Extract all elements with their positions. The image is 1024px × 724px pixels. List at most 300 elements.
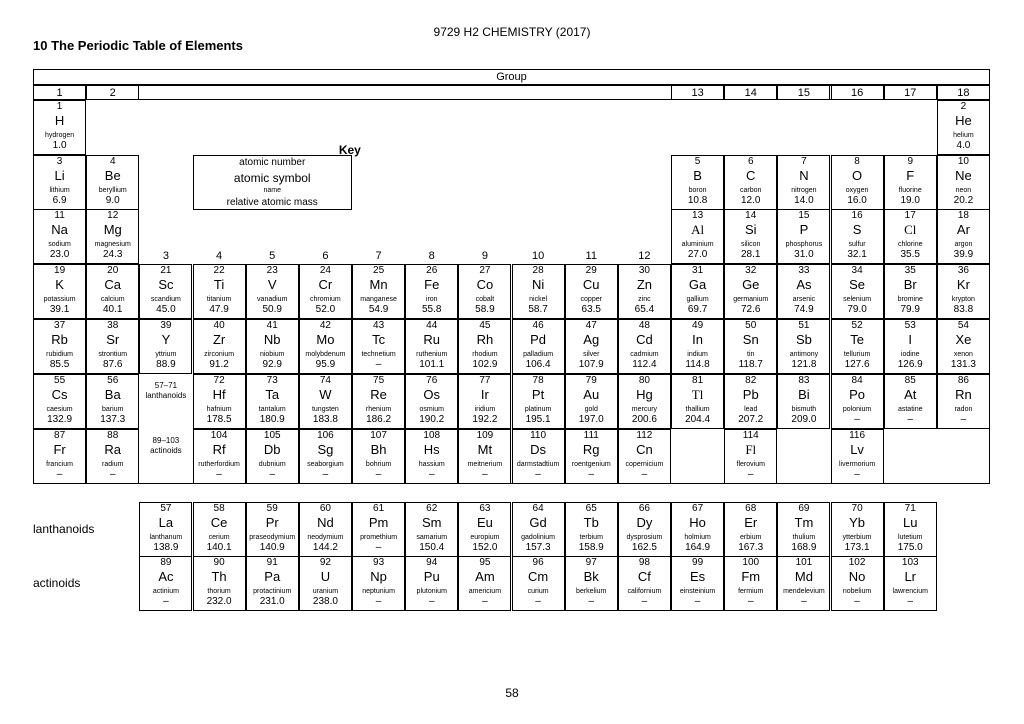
atomic-symbol: Yb bbox=[849, 515, 866, 530]
element-cell-o[interactable] bbox=[831, 155, 884, 210]
atomic-mass: – bbox=[588, 596, 595, 607]
element-cell-mg[interactable] bbox=[86, 209, 139, 264]
atomic-symbol: Te bbox=[850, 332, 864, 347]
atomic-number: 31 bbox=[692, 265, 704, 276]
element-cell-fm[interactable] bbox=[724, 556, 777, 611]
element-name: neon bbox=[955, 187, 972, 194]
atomic-symbol: Xe bbox=[955, 332, 972, 347]
atomic-number: 105 bbox=[263, 430, 281, 441]
atomic-symbol: Na bbox=[51, 222, 68, 237]
atomic-number: 73 bbox=[266, 375, 278, 386]
atomic-symbol: Cu bbox=[582, 277, 600, 292]
element-cell-pu[interactable] bbox=[405, 556, 458, 611]
element-name: darmstadtium bbox=[516, 461, 560, 468]
atomic-mass: 175.0 bbox=[897, 542, 923, 553]
atomic-number: 103 bbox=[901, 557, 919, 568]
element-cell-he[interactable] bbox=[937, 100, 990, 155]
element-name: mendelevium bbox=[783, 588, 825, 595]
atomic-mass: 107.9 bbox=[578, 359, 604, 370]
atomic-mass: 140.9 bbox=[259, 542, 285, 553]
atomic-number: 94 bbox=[426, 557, 438, 568]
atomic-number: 22 bbox=[213, 265, 225, 276]
atomic-symbol: Sb bbox=[795, 332, 812, 347]
atomic-symbol: Pb bbox=[742, 387, 759, 402]
element-cell-tl[interactable] bbox=[671, 374, 724, 429]
atomic-symbol: Es bbox=[689, 569, 706, 584]
element-cell-np[interactable] bbox=[352, 556, 405, 611]
element-cell-ar[interactable] bbox=[937, 209, 990, 264]
group-number: 3 bbox=[162, 250, 169, 262]
element-cell-pm[interactable] bbox=[352, 502, 405, 557]
element-cell-sb[interactable] bbox=[777, 319, 830, 374]
element-cell-lr[interactable] bbox=[884, 556, 937, 611]
atomic-number: 87 bbox=[54, 430, 66, 441]
element-cell-cs[interactable] bbox=[33, 374, 86, 429]
element-cell-hs[interactable] bbox=[405, 429, 458, 484]
element-cell-ru[interactable] bbox=[405, 319, 458, 374]
atomic-number: 27 bbox=[479, 265, 491, 276]
element-cell-te[interactable] bbox=[831, 319, 884, 374]
element-cell-as[interactable] bbox=[777, 264, 830, 319]
element-cell-fe[interactable] bbox=[405, 264, 458, 319]
group-number: 11 bbox=[585, 250, 597, 262]
atomic-symbol: B bbox=[693, 168, 702, 183]
element-cell-pt[interactable] bbox=[512, 374, 565, 429]
atomic-number: 1 bbox=[56, 101, 63, 112]
element-name: livermorium bbox=[838, 461, 876, 468]
atomic-mass: – bbox=[907, 596, 914, 607]
element-cell-cl[interactable] bbox=[884, 209, 937, 264]
atomic-symbol: Np bbox=[370, 569, 387, 584]
atomic-number: 99 bbox=[692, 557, 704, 568]
atomic-symbol: Tm bbox=[794, 515, 814, 530]
atomic-number: 67 bbox=[692, 503, 704, 514]
element-name: technetium bbox=[361, 351, 396, 358]
element-cell-hg[interactable] bbox=[618, 374, 671, 429]
element-cell-li[interactable] bbox=[33, 155, 86, 210]
element-cell-yb[interactable] bbox=[831, 502, 884, 557]
element-cell-nd[interactable] bbox=[299, 502, 352, 557]
element-cell-pb[interactable] bbox=[724, 374, 777, 429]
element-cell-k[interactable] bbox=[33, 264, 86, 319]
atomic-mass: 35.5 bbox=[900, 249, 920, 260]
atomic-mass: – bbox=[747, 469, 754, 480]
atomic-number: 24 bbox=[319, 265, 331, 276]
atomic-symbol: W bbox=[319, 387, 332, 402]
atomic-number: 110 bbox=[530, 430, 547, 441]
element-cell-ag[interactable] bbox=[565, 319, 618, 374]
atomic-number: 11 bbox=[54, 210, 65, 221]
atomic-symbol: Lv bbox=[850, 442, 864, 457]
element-cell-cm[interactable] bbox=[512, 556, 565, 611]
element-cell-ga[interactable] bbox=[671, 264, 724, 319]
element-cell-ds[interactable] bbox=[512, 429, 565, 484]
element-cell-re[interactable] bbox=[352, 374, 405, 429]
atomic-symbol: Ti bbox=[213, 277, 225, 292]
atomic-symbol: Pt bbox=[531, 387, 545, 402]
atomic-mass: 14.0 bbox=[794, 195, 814, 206]
atomic-mass: 65.4 bbox=[634, 304, 655, 315]
element-cell-ge[interactable] bbox=[724, 264, 777, 319]
element-cell-am[interactable] bbox=[458, 556, 511, 611]
group-number: 13 bbox=[691, 87, 704, 99]
atomic-number: 4 bbox=[109, 156, 116, 167]
atomic-mass: 74.9 bbox=[794, 304, 814, 315]
atomic-symbol: Fe bbox=[424, 277, 440, 292]
element-cell-ca[interactable] bbox=[86, 264, 139, 319]
page-number: 58 bbox=[505, 686, 519, 700]
atomic-number: 116 bbox=[849, 430, 866, 441]
element-cell-lv[interactable] bbox=[831, 429, 884, 484]
element-name: phosphorus bbox=[785, 241, 823, 248]
atomic-mass: – bbox=[482, 596, 488, 607]
atomic-mass: 197.0 bbox=[578, 414, 604, 425]
element-cell-se[interactable] bbox=[831, 264, 884, 319]
atomic-symbol: Ac bbox=[158, 569, 174, 584]
element-cell-sr[interactable] bbox=[86, 319, 139, 374]
atomic-mass: 85.5 bbox=[49, 359, 70, 370]
element-cell-la[interactable] bbox=[139, 502, 192, 557]
atomic-number: 95 bbox=[479, 557, 491, 568]
atomic-symbol: Db bbox=[263, 442, 281, 457]
atomic-mass: 132.9 bbox=[47, 414, 73, 425]
element-cell-br[interactable] bbox=[884, 264, 937, 319]
element-cell-al[interactable] bbox=[671, 209, 724, 264]
atomic-mass: – bbox=[375, 596, 382, 607]
atomic-symbol: Rh bbox=[476, 332, 494, 347]
atomic-number: 86 bbox=[957, 375, 969, 386]
atomic-mass: 23.0 bbox=[49, 249, 70, 260]
element-name: iridium bbox=[474, 406, 496, 413]
element-cell-sc[interactable] bbox=[139, 264, 192, 319]
atomic-number: 23 bbox=[266, 265, 278, 276]
element-cell-sg[interactable] bbox=[299, 429, 352, 484]
element-name: radon bbox=[954, 406, 973, 413]
element-cell-na[interactable] bbox=[33, 209, 86, 264]
atomic-symbol: Ge bbox=[742, 277, 760, 292]
element-cell-ba[interactable] bbox=[86, 374, 139, 429]
element-cell-b[interactable] bbox=[671, 155, 724, 210]
atomic-symbol: Cf bbox=[637, 569, 651, 584]
atomic-number: 40 bbox=[213, 320, 225, 331]
atomic-mass: – bbox=[375, 469, 382, 480]
element-name: barium bbox=[102, 406, 124, 413]
atomic-symbol: Cr bbox=[318, 277, 333, 292]
atomic-mass: 162.5 bbox=[631, 542, 657, 553]
element-name: krypton bbox=[951, 296, 975, 303]
atomic-mass: 127.6 bbox=[844, 359, 870, 370]
element-name: yttrium bbox=[155, 351, 177, 358]
atomic-symbol: Ar bbox=[956, 222, 970, 237]
atomic-number: 83 bbox=[798, 375, 810, 386]
element-cell-bk[interactable] bbox=[565, 556, 618, 611]
element-cell-fl[interactable] bbox=[724, 429, 777, 484]
element-cell-au[interactable] bbox=[565, 374, 618, 429]
atomic-number: 14 bbox=[745, 210, 757, 221]
atomic-number: 55 bbox=[54, 375, 66, 386]
atomic-number: 5 bbox=[694, 156, 701, 167]
element-cell-hf[interactable] bbox=[193, 374, 246, 429]
atomic-mass: 150.4 bbox=[419, 542, 445, 553]
element-cell-rb[interactable] bbox=[33, 319, 86, 374]
element-cell-at[interactable] bbox=[884, 374, 937, 429]
element-cell-rg[interactable] bbox=[565, 429, 618, 484]
element-cell-no[interactable] bbox=[831, 556, 884, 611]
atomic-mass: 190.2 bbox=[419, 414, 445, 425]
element-name: indium bbox=[687, 351, 708, 358]
atomic-mass: 207.2 bbox=[738, 414, 764, 425]
element-name: calcium bbox=[100, 296, 125, 303]
element-cell-n[interactable] bbox=[777, 155, 830, 210]
atomic-number: 2 bbox=[960, 101, 967, 112]
element-cell-kr[interactable] bbox=[937, 264, 990, 319]
element-cell-th[interactable] bbox=[193, 556, 246, 611]
element-name: rubidium bbox=[46, 351, 73, 358]
element-cell-si[interactable] bbox=[724, 209, 777, 264]
element-cell-cd[interactable] bbox=[618, 319, 671, 374]
element-cell-mo[interactable] bbox=[299, 319, 352, 374]
atomic-number: 90 bbox=[213, 557, 225, 568]
element-name: bismuth bbox=[791, 406, 817, 413]
group-number: 15 bbox=[797, 87, 811, 99]
element-cell-sn[interactable] bbox=[724, 319, 777, 374]
group-number: 12 bbox=[638, 250, 651, 262]
atomic-symbol: Ne bbox=[955, 168, 972, 183]
element-cell-u[interactable] bbox=[299, 556, 352, 611]
element-name: chromium bbox=[310, 296, 341, 303]
element-name: lithium bbox=[49, 187, 70, 194]
atomic-mass: 112.4 bbox=[632, 359, 657, 370]
atomic-number: 9 bbox=[907, 156, 914, 167]
atomic-symbol: Hf bbox=[212, 387, 226, 402]
element-cell-db[interactable] bbox=[246, 429, 299, 484]
element-name: lead bbox=[744, 406, 758, 413]
element-cell-c[interactable] bbox=[724, 155, 777, 210]
atomic-symbol: Tl bbox=[691, 387, 704, 402]
atomic-number: 19 bbox=[54, 265, 66, 276]
atomic-mass: 138.9 bbox=[153, 542, 179, 553]
atomic-symbol: Ra bbox=[104, 442, 122, 457]
atomic-symbol: Be bbox=[104, 168, 121, 183]
element-cell-sm[interactable] bbox=[405, 502, 458, 557]
element-cell-cn[interactable] bbox=[618, 429, 671, 484]
element-name: seaborgium bbox=[307, 461, 344, 468]
element-name: fermium bbox=[738, 588, 764, 595]
element-cell-er[interactable] bbox=[724, 502, 777, 557]
atomic-mass: – bbox=[960, 414, 967, 425]
element-name: curium bbox=[527, 588, 549, 595]
element-name: zirconium bbox=[204, 351, 235, 358]
atomic-number: 25 bbox=[373, 265, 385, 276]
atomic-number: 102 bbox=[848, 557, 866, 568]
element-cell-w[interactable] bbox=[299, 374, 352, 429]
atomic-mass: 192.2 bbox=[472, 414, 498, 425]
atomic-mass: – bbox=[269, 469, 276, 480]
element-name: chlorine bbox=[897, 241, 923, 248]
atomic-symbol: Dy bbox=[636, 515, 653, 530]
element-cell-p[interactable] bbox=[777, 209, 830, 264]
element-cell-s[interactable] bbox=[831, 209, 884, 264]
atomic-symbol: Tb bbox=[583, 515, 599, 530]
atomic-mass: 118.7 bbox=[738, 359, 763, 370]
element-name: tellurium bbox=[843, 351, 871, 358]
element-name: antimony bbox=[789, 351, 819, 358]
atomic-mass: 238.0 bbox=[312, 596, 338, 607]
atomic-number: 32 bbox=[745, 265, 757, 276]
atomic-mass: – bbox=[854, 414, 860, 425]
atomic-number: 13 bbox=[692, 210, 704, 221]
atomic-number: 72 bbox=[213, 375, 225, 386]
atomic-mass: 83.8 bbox=[953, 304, 974, 315]
element-cell-in[interactable] bbox=[671, 319, 724, 374]
group-number: 14 bbox=[744, 87, 757, 99]
atomic-number: 84 bbox=[851, 375, 863, 386]
element-cell-es[interactable] bbox=[671, 556, 724, 611]
element-cell-ac[interactable] bbox=[139, 556, 192, 611]
element-cell-po[interactable] bbox=[831, 374, 884, 429]
atomic-symbol: At bbox=[904, 387, 917, 402]
element-cell-cu[interactable] bbox=[565, 264, 618, 319]
element-cell-mt[interactable] bbox=[458, 429, 511, 484]
element-cell-fr[interactable] bbox=[33, 429, 86, 484]
element-cell-gd[interactable] bbox=[512, 502, 565, 557]
element-name: carbon bbox=[740, 187, 762, 194]
element-cell-bh[interactable] bbox=[352, 429, 405, 484]
atomic-symbol: Ds bbox=[530, 442, 547, 457]
element-name: copernicium bbox=[625, 461, 664, 468]
element-cell-v[interactable] bbox=[246, 264, 299, 319]
group-number: 17 bbox=[904, 87, 917, 99]
element-cell-lu[interactable] bbox=[884, 502, 937, 557]
element-name: thulium bbox=[792, 534, 816, 541]
atomic-mass: – bbox=[428, 469, 435, 480]
atomic-symbol: Re bbox=[370, 387, 387, 402]
key-box bbox=[193, 155, 353, 210]
element-name: californium bbox=[627, 588, 662, 595]
element-cell-tm[interactable] bbox=[777, 502, 830, 557]
element-cell-zn[interactable] bbox=[618, 264, 671, 319]
atomic-mass: 54.9 bbox=[368, 304, 389, 315]
element-cell-zr[interactable] bbox=[193, 319, 246, 374]
atomic-number: 75 bbox=[373, 375, 385, 386]
atomic-symbol: Zr bbox=[212, 332, 226, 347]
element-name: uranium bbox=[312, 588, 339, 595]
element-cell-f[interactable] bbox=[884, 155, 937, 210]
atomic-mass: 137.3 bbox=[100, 414, 126, 425]
element-name: ytterbium bbox=[842, 534, 872, 541]
element-cell-co[interactable] bbox=[458, 264, 511, 319]
atomic-symbol: Ag bbox=[583, 332, 600, 347]
element-cell-tb[interactable] bbox=[565, 502, 618, 557]
atomic-symbol: Pm bbox=[368, 515, 389, 530]
atomic-symbol: Fm bbox=[741, 569, 761, 584]
atomic-mass: 58.9 bbox=[475, 304, 495, 315]
atomic-mass: 40.1 bbox=[103, 304, 123, 315]
element-cell-md[interactable] bbox=[777, 556, 830, 611]
atomic-symbol: Cn bbox=[636, 442, 653, 457]
atomic-symbol: Ho bbox=[689, 515, 706, 530]
atomic-symbol: Ga bbox=[688, 277, 707, 292]
element-cell-i[interactable] bbox=[884, 319, 937, 374]
atomic-mass: 157.3 bbox=[525, 542, 551, 553]
element-cell-be[interactable] bbox=[86, 155, 139, 210]
atomic-symbol: Se bbox=[849, 277, 866, 292]
element-cell-os[interactable] bbox=[405, 374, 458, 429]
element-cell-eu[interactable] bbox=[458, 502, 511, 557]
atomic-number: 7 bbox=[801, 156, 807, 167]
element-cell-pd[interactable] bbox=[512, 319, 565, 374]
atomic-symbol: Hg bbox=[636, 387, 653, 402]
element-cell-rf[interactable] bbox=[193, 429, 246, 484]
element-cell-ti[interactable] bbox=[193, 264, 246, 319]
atomic-number: 91 bbox=[266, 557, 278, 568]
element-name: flerovium bbox=[736, 461, 765, 468]
atomic-symbol: Hs bbox=[423, 442, 440, 457]
group-number: 18 bbox=[957, 87, 970, 99]
element-name: rutherfordium bbox=[198, 461, 240, 468]
element-cell-rh[interactable] bbox=[458, 319, 511, 374]
atomic-mass: 158.9 bbox=[578, 542, 604, 553]
atomic-symbol: Zn bbox=[636, 277, 652, 292]
atomic-mass: 164.9 bbox=[685, 542, 711, 553]
atomic-mass: 39.1 bbox=[49, 304, 70, 315]
atomic-mass: 88.9 bbox=[156, 359, 176, 370]
atomic-number: 88 bbox=[107, 430, 119, 441]
element-cell-ra[interactable] bbox=[86, 429, 139, 484]
atomic-mass: – bbox=[375, 542, 382, 553]
element-cell-ta[interactable] bbox=[246, 374, 299, 429]
element-cell-h[interactable] bbox=[33, 100, 86, 155]
element-cell-nb[interactable] bbox=[246, 319, 299, 374]
element-cell-cr[interactable] bbox=[299, 264, 352, 319]
atomic-mass: 173.1 bbox=[844, 542, 870, 553]
element-cell-rn[interactable] bbox=[937, 374, 990, 429]
element-cell-ce[interactable] bbox=[193, 502, 246, 557]
element-cell-ni[interactable] bbox=[512, 264, 565, 319]
element-cell-cf[interactable] bbox=[618, 556, 671, 611]
atomic-number: 82 bbox=[745, 375, 757, 386]
element-cell-tc[interactable] bbox=[352, 319, 405, 374]
key-atomic-symbol: atomic symbol bbox=[233, 171, 311, 185]
element-cell-pa[interactable] bbox=[246, 556, 299, 611]
atomic-mass: 10.8 bbox=[687, 195, 708, 206]
element-cell-bi[interactable] bbox=[777, 374, 830, 429]
element-cell-xe[interactable] bbox=[937, 319, 990, 374]
element-name: beryllium bbox=[98, 187, 127, 194]
element-name: iodine bbox=[900, 351, 920, 358]
atomic-number: 35 bbox=[904, 265, 916, 276]
atomic-mass: 1.0 bbox=[52, 140, 67, 151]
atomic-mass: 144.2 bbox=[312, 542, 338, 553]
atomic-mass: 32.1 bbox=[847, 249, 867, 260]
element-cell-ho[interactable] bbox=[671, 502, 724, 557]
atomic-mass: 231.0 bbox=[259, 596, 285, 607]
element-cell-ne[interactable] bbox=[937, 155, 990, 210]
atomic-number: 63 bbox=[479, 503, 491, 514]
element-cell-pr[interactable] bbox=[246, 502, 299, 557]
atomic-number: 66 bbox=[638, 503, 650, 514]
element-cell-dy[interactable] bbox=[618, 502, 671, 557]
element-cell-ir[interactable] bbox=[458, 374, 511, 429]
atomic-mass: 63.5 bbox=[581, 304, 601, 315]
element-cell-mn[interactable] bbox=[352, 264, 405, 319]
element-cell-y[interactable] bbox=[139, 319, 192, 374]
atomic-number: 17 bbox=[904, 210, 916, 221]
atomic-mass: 121.8 bbox=[791, 359, 817, 370]
atomic-mass: 140.1 bbox=[206, 542, 232, 553]
element-name: nobelium bbox=[842, 588, 872, 595]
atomic-number: 28 bbox=[532, 265, 544, 276]
